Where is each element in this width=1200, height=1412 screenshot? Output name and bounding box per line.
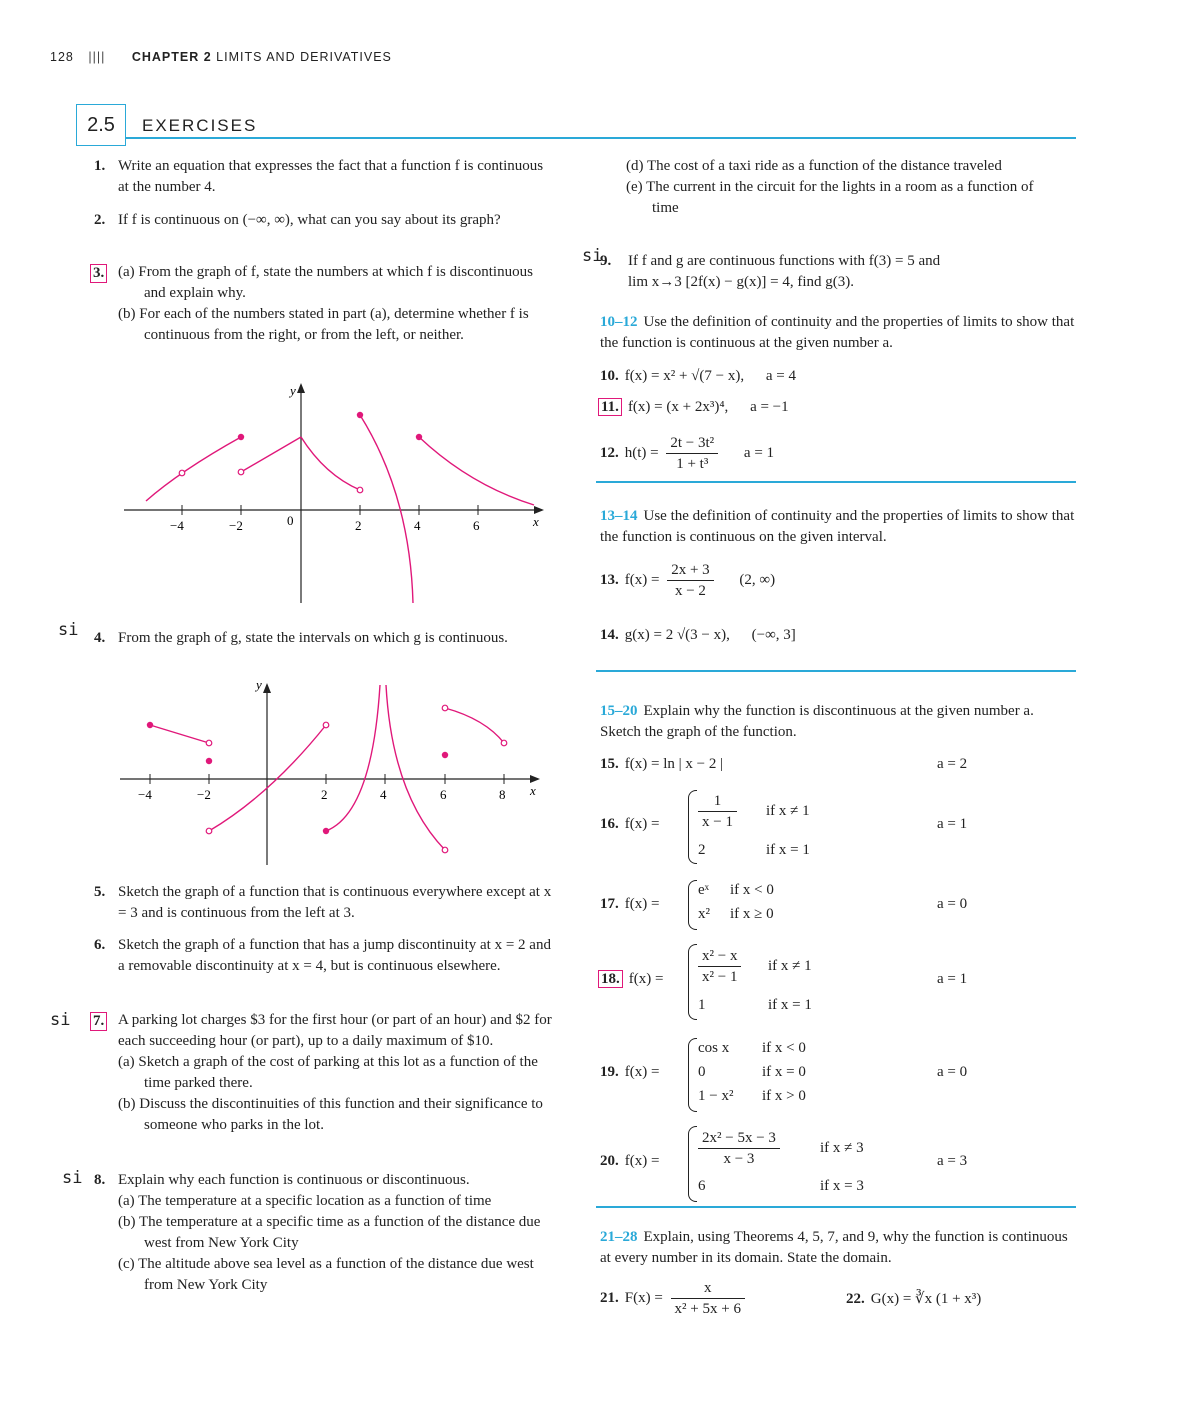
exercise-part-a: (a) The temperature at a specific location as a function of time [118,1193,492,1209]
margin-mark: si [62,1168,83,1188]
curve-piece-4 [360,415,413,603]
piece-1-condition: if x < 0 [730,882,774,898]
section-title: EXERCISES [142,116,258,135]
divider [596,670,1076,672]
exercise-number: 13. [600,571,619,588]
exercise-11 [598,399,789,416]
piecewise-brace [688,790,697,864]
margin-mark: si [50,1010,71,1030]
exercise-text: Sketch the graph of a function that is continuous everywhere except at x = 3 and is continuous from the left at 3. [118,884,552,921]
closed-dot [238,434,244,440]
fraction [667,560,713,601]
exercise-5 [94,882,554,924]
function-lhs: f(x) = [624,1064,660,1080]
piece-1-condition: if x ≠ 1 [766,803,810,819]
function-definition: f(x) = x² + √(7 − x), [624,368,745,384]
numerator: x² − x [698,946,741,967]
exercise-text: A parking lot charges $3 for the first hour (or part of an hour) and $2 for each succeeding hour (or part), up to a daily maximum of $10. [118,1012,552,1049]
fraction [698,1128,780,1169]
closed-dot [206,758,212,764]
piecewise-brace [688,1038,697,1112]
exercise-17 [600,896,659,913]
section-number: 2.5 [76,104,126,146]
given-number: a = 1 [937,971,968,987]
exercise-number: 4. [94,630,106,646]
given-number: a = 3 [937,1153,968,1169]
tick-label: 4 [414,518,421,533]
closed-dot [442,752,448,758]
open-dot [206,740,212,746]
exercise-part-b: (b) Discuss the discontinuities of this function and their significance to someone who parks in the lot. [118,1096,543,1133]
piece-1-condition: if x ≠ 1 [768,958,812,974]
exercise-number: 8. [94,1172,106,1188]
margin-mark: si [582,246,603,266]
curve-piece-4 [386,685,445,850]
piece-2: 6 [698,1178,706,1194]
open-dot [323,722,329,728]
exercise-10 [600,368,796,385]
exercise-group-15-20 [600,701,1075,743]
piece-2: 0 [698,1064,706,1080]
tick-label: −2 [229,518,243,533]
group-range: 13–14 [600,508,638,524]
exercise-group-21-28 [600,1227,1075,1269]
fraction [698,791,737,832]
piece-2-condition: if x ≥ 0 [730,906,774,922]
exercise-number: 18. [598,970,623,988]
margin-mark: si [58,620,79,640]
denominator: 1 + t³ [676,456,709,472]
curve-piece-5 [445,708,504,743]
piece-1: cos x [698,1040,730,1056]
exercise-text-line2: lim x→3 [2f(x) − g(x)] = 4, find g(3). [628,274,855,290]
function-definition: f(x) = ln | x − 2 | [624,756,724,772]
exercise-part-b: (b) For each of the numbers stated in part (a), determine whether f is continuous from the right, or from the left, or neither. [118,306,529,343]
given-number: a = 0 [937,896,968,912]
given-number: a = 2 [937,756,968,772]
exercise-number: 7. [90,1012,107,1031]
curve-piece-3 [301,437,360,490]
interval: (2, ∞) [739,571,776,588]
exercise-part-b: (b) The temperature at a specific time as a function of the distance due west from New York City [118,1214,541,1251]
piece-3-condition: if x > 0 [762,1088,806,1104]
exercise-part-a: (a) Sketch a graph of the cost of parking at this lot as a function of the time parked there. [118,1054,538,1091]
denominator: x − 3 [723,1151,755,1167]
open-dot [179,470,185,476]
open-dot [238,469,244,475]
x-axis-arrow [534,506,544,514]
x-label: x [533,514,539,529]
exercise-number: 10. [600,368,619,384]
piece-2-condition: if x = 1 [766,842,810,858]
exercise-15 [600,756,1000,773]
exercise-number: 22. [846,1291,865,1307]
open-dot [442,705,448,711]
chapter-title: LIMITS AND DERIVATIVES [216,50,392,64]
denominator: x − 2 [674,583,706,599]
tick-label: 0 [287,513,294,528]
exercise-text: Explain why each function is continuous or discontinuous. [118,1172,470,1188]
piece-2: 1 [698,997,706,1013]
exercise-number: 16. [600,816,619,832]
tick-label: 6 [440,787,447,802]
exercise-8-continued [600,156,1060,219]
x-label: x [530,783,536,798]
exercise-2 [94,210,544,231]
function-lhs: f(x) = [624,816,660,832]
function-definition: g(x) = 2 √(3 − x), [624,627,730,643]
piece-1-condition: if x < 0 [762,1040,806,1056]
divider [596,1206,1076,1208]
exercise-number: 11. [598,398,622,416]
group-range: 10–12 [600,314,638,330]
numerator: 1 [698,791,737,812]
piece-1-condition: if x ≠ 3 [820,1140,864,1156]
graph-g [110,675,550,870]
tick-label: 4 [380,787,387,802]
exercise-number: 19. [600,1064,619,1080]
piecewise-brace [688,1126,697,1202]
exercise-8 [94,1170,558,1296]
curve-piece-2 [241,437,301,472]
exercise-13 [600,560,775,601]
exercise-number: 3. [90,264,107,283]
closed-dot [323,828,329,834]
piece-2-condition: if x = 1 [768,997,812,1013]
piece-2-condition: if x = 3 [820,1178,864,1194]
exercise-number: 2. [94,212,106,228]
piece-3: 1 − x² [698,1088,734,1104]
given-number: a = 1 [743,444,775,461]
function-definition: f(x) = (x + 2x³)⁴, [627,399,729,415]
y-axis-arrow [263,683,271,693]
function-lhs: f(x) = [624,571,660,588]
tick-label: −2 [197,787,211,802]
tick-label: 2 [355,518,362,533]
exercise-text: From the graph of g, state the intervals on which g is continuous. [118,630,508,646]
exercise-number: 6. [94,937,106,953]
numerator: 2t − 3t² [666,433,718,454]
open-dot [501,740,507,746]
curve-piece-3 [326,685,380,831]
piece-2: x² [698,906,710,922]
curve-piece-1 [146,437,241,501]
exercise-part-d: (d) The cost of a taxi ride as a function of the distance traveled [626,158,1002,174]
numerator: 2x² − 5x − 3 [698,1128,780,1149]
group-instructions: Use the definition of continuity and the properties of limits to show that the function is continuous at the given number a. [600,314,1075,351]
curve-piece-1 [150,725,209,743]
closed-dot [357,412,363,418]
exercise-group-10-12 [600,312,1075,354]
open-dot [442,847,448,853]
tick-label: 2 [321,787,328,802]
given-number: a = −1 [750,399,789,415]
function-definition: G(x) = ∛x (1 + x³) [870,1291,982,1307]
closed-dot [147,722,153,728]
piece-1 [698,791,737,832]
piece-2-condition: if x = 0 [762,1064,806,1080]
piecewise-brace [688,944,697,1020]
group-range: 15–20 [600,703,638,719]
exercise-number: 1. [94,158,106,174]
fraction [698,946,741,987]
exercise-16 [600,816,659,833]
exercise-19 [600,1064,659,1081]
group-range: 21–28 [600,1229,638,1245]
function-lhs: f(x) = [628,971,664,987]
given-number: a = 4 [765,368,796,384]
exercise-14 [600,627,796,644]
exercise-6 [94,935,554,977]
exercise-18 [598,971,663,988]
y-label: y [256,677,262,692]
exercise-number: 12. [600,444,619,461]
closed-dot [416,434,422,440]
divider [596,481,1076,483]
exercise-number: 14. [600,627,619,643]
graph-f [110,375,550,607]
exercise-number: 20. [600,1153,619,1169]
function-lhs: f(x) = [624,1153,660,1169]
tick-label: −4 [170,518,184,533]
exercise-9 [600,251,1070,293]
exercise-1 [94,156,544,198]
open-dot [357,487,363,493]
exercise-7 [90,1010,558,1136]
function-lhs: F(x) = [624,1289,663,1306]
function-lhs: h(t) = [624,444,659,461]
page-number: 128 [50,50,74,64]
function-lhs: f(x) = [624,896,660,912]
tick-label: 8 [499,787,506,802]
y-label: y [290,383,296,398]
exercise-text: Write an equation that expresses the fact that a function f is continuous at the number 4. [118,158,544,195]
exercise-text: Sketch the graph of a function that has a jump discontinuity at x = 2 and a removable discontinuity at x = 4, but is continuous elsewhere. [118,937,551,974]
fraction [671,1278,745,1319]
exercise-part-e: (e) The current in the circuit for the lights in a room as a function of time [626,179,1034,216]
group-instructions: Use the definition of continuity and the properties of limits to show that the function is continuous on the given interval. [600,508,1075,545]
y-axis-arrow [297,383,305,393]
exercise-number: 15. [600,756,619,772]
denominator: x² + 5x + 6 [674,1301,741,1317]
exercise-text: If f is continuous on (−∞, ∞), what can you say about its graph? [118,212,501,228]
piece-1 [698,1128,780,1169]
exercise-text-line1: If f and g are continuous functions with f(3) = 5 and [628,253,941,269]
header-separator: |||| [88,50,106,64]
exercise-number: 9. [600,253,612,269]
denominator: x² − 1 [702,969,738,985]
running-header [50,50,392,64]
interval: (−∞, 3] [751,627,796,643]
numerator: 2x + 3 [667,560,713,581]
piece-2: 2 [698,842,706,858]
piecewise-brace [688,880,697,930]
piece-1 [698,946,741,987]
group-instructions: Explain, using Theorems 4, 5, 7, and 9, why the function is continuous at every number in its domain. State the domain. [600,1229,1068,1266]
fraction [666,433,718,474]
tick-label: −4 [138,787,152,802]
group-instructions: Explain why the function is discontinuous at the given number a. Sketch the graph of the function. [600,703,1034,740]
exercise-number: 21. [600,1289,619,1306]
exercise-4 [94,628,544,649]
numerator: x [671,1278,745,1299]
denominator: x − 1 [702,814,733,830]
piece-1: eˣ [698,882,709,898]
exercise-22 [846,1289,981,1308]
x-axis-arrow [530,775,540,783]
exercise-20 [600,1153,659,1170]
section-rule [124,137,1076,139]
given-number: a = 0 [937,1064,968,1080]
open-dot [206,828,212,834]
exercise-number: 5. [94,884,106,900]
tick-label: 6 [473,518,480,533]
exercise-part-a: (a) From the graph of f, state the numbers at which f is discontinuous and explain why. [118,264,533,301]
exercise-12 [600,433,774,474]
exercise-number: 17. [600,896,619,912]
chapter-label: CHAPTER 2 [131,50,212,64]
exercise-part-c: (c) The altitude above sea level as a function of the distance due west from New York City [118,1256,534,1293]
given-number: a = 1 [937,816,968,832]
exercise-group-13-14 [600,506,1075,548]
exercise-21 [600,1278,749,1319]
exercise-3 [90,262,550,346]
curve-piece-5 [419,437,534,505]
